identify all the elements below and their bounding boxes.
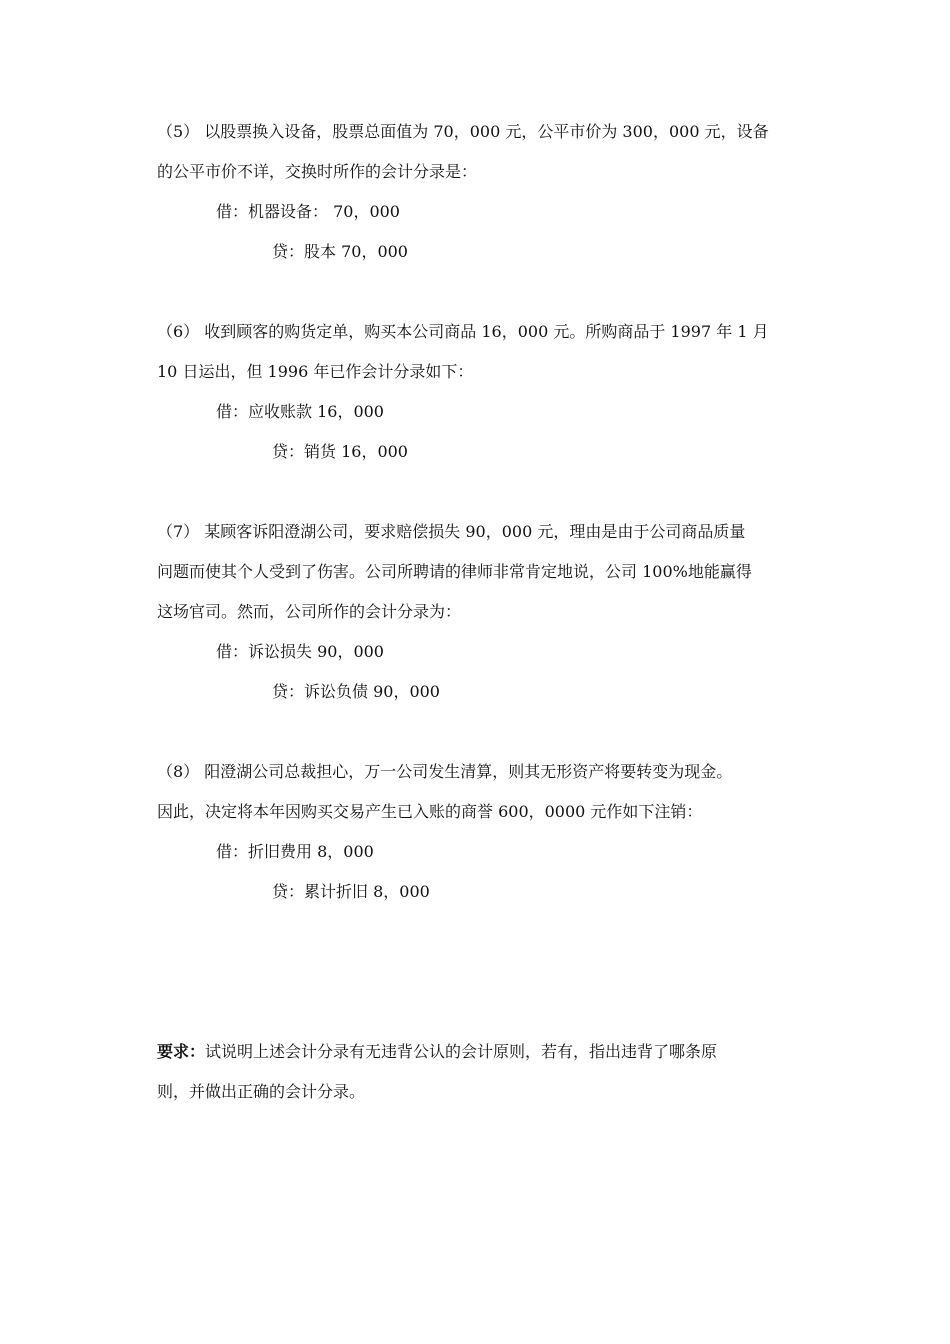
item-8-credit-entry: 贷：累计折旧 8，000: [272, 882, 430, 901]
item-6-line-2: 10 日运出，但 1996 年已作会计分录如下：: [157, 362, 474, 381]
item-8-line-1: （8） 阳澄湖公司总裁担心，万一公司发生清算，则其无形资产将要转变为现金。: [157, 762, 733, 781]
item-5-line-1: （5） 以股票换入设备，股票总面值为 70，000 元，公平市价为 300，000 元，设备: [157, 122, 769, 141]
item-6-credit-entry: 贷：销货 16，000: [272, 442, 408, 461]
item-8-debit-entry: 借：折旧费用 8，000: [216, 842, 374, 861]
item-5-debit-entry: 借：机器设备： 70，000: [216, 202, 400, 221]
requirement-line-1: [157, 1042, 717, 1062]
item-7-credit-entry: 贷：诉讼负债 90，000: [272, 682, 440, 701]
item-7-debit-entry: 借：诉讼损失 90，000: [216, 642, 384, 661]
requirement-line-2: 则，并做出正确的会计分录。: [157, 1082, 366, 1101]
requirement-text: 试说明上述会计分录有无违背公认的会计原则，若有，指出违背了哪条原: [205, 1042, 718, 1061]
item-6-line-1: （6） 收到顾客的购货定单，购买本公司商品 16，000 元。所购商品于 1997 年 1 月: [157, 322, 769, 341]
item-7-line-1: （7） 某顾客诉阳澄湖公司，要求赔偿损失 90，000 元，理由是由于公司商品质量: [157, 522, 746, 541]
item-7-line-2: 问题而使其个人受到了伤害。公司所聘请的律师非常肯定地说，公司 100%地能赢得: [157, 562, 752, 581]
item-5-credit-entry: 贷：股本 70，000: [272, 242, 408, 261]
item-5-line-2: 的公平市价不详，交换时所作的会计分录是：: [157, 162, 478, 181]
item-7-line-3: 这场官司。然而，公司所作的会计分录为：: [157, 602, 462, 621]
item-8-line-2: 因此，决定将本年因购买交易产生已入账的商誉 600，0000 元作如下注销：: [157, 802, 703, 821]
requirement-label: 要求：: [157, 1042, 206, 1061]
item-6-debit-entry: 借：应收账款 16，000: [216, 402, 384, 421]
